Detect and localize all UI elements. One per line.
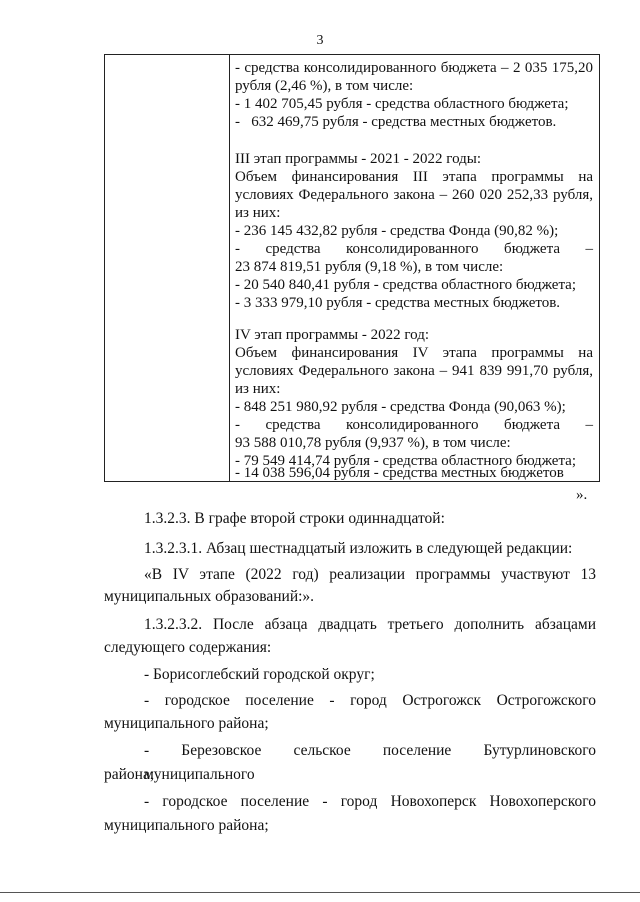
closing-quote: ». — [576, 487, 588, 503]
table-line: условиях Федерального закона – 260 020 252,33 рубля, — [235, 187, 593, 203]
table-line: рубля (2,46 %), в том числе: — [235, 78, 414, 94]
body-line: муниципальных образований:». — [104, 588, 315, 605]
table-line: III этап программы - 2021 - 2022 годы: — [235, 151, 482, 167]
table-line: 23 874 819,51 рубля (9,18 %), в том числе: — [235, 259, 504, 275]
table-line: из них: — [235, 381, 281, 397]
table-line: IV этап программы - 2022 год: — [235, 327, 430, 343]
page-number: 3 — [316, 33, 324, 48]
body-line: муниципального района; — [104, 715, 269, 732]
table-line: - 848 251 980,92 рубля - средства Фонда (90,063 %); — [235, 399, 566, 415]
table-left-column — [105, 55, 230, 481]
body-line: - Березовское сельское поселение Бутурлиновского муниципального — [144, 742, 596, 783]
table-line: из них: — [235, 205, 281, 221]
body-line: района; — [104, 766, 155, 783]
body-line: - городское поселение - город Новохоперск Новохоперского — [144, 793, 596, 810]
table-line: 93 588 010,78 рубля (9,937 %), в том числе: — [235, 435, 511, 451]
table-line: условиях Федерального закона – 941 839 991,70 рубля, — [235, 363, 593, 379]
table-line: Объем финансирования III этапа программы на — [235, 169, 593, 185]
body-line: 1.3.2.3.1. Абзац шестнадцатый изложить в следующей редакции: — [144, 540, 573, 557]
body-line: муниципального района; — [104, 817, 269, 834]
table-line: Объем финансирования IV этапа программы на — [235, 345, 593, 361]
body-line: 1.3.2.3. В графе второй строки одиннадцатой: — [144, 510, 445, 527]
table-line: - 3 333 979,10 рубля - средства местных бюджетов. — [235, 295, 561, 311]
funding-table — [104, 54, 600, 482]
body-line: «В IV этапе (2022 год) реализации программы участвуют 13 — [144, 566, 596, 583]
body-line: 1.3.2.3.2. После абзаца двадцать третьего дополнить абзацами — [144, 616, 596, 633]
table-line: - 79 549 414,74 рубля - средства областного бюджета; — [235, 453, 577, 469]
table-line: - средства консолидированного бюджета – — [235, 417, 593, 433]
body-line: - Борисоглебский городской округ; — [144, 666, 375, 683]
table-line: - 236 145 432,82 рубля - средства Фонда (90,82 %); — [235, 223, 559, 239]
bottom-rule — [0, 892, 640, 893]
table-line: - 14 038 596,04 рубля - средства местных бюджетов — [235, 465, 564, 481]
body-line: - городское поселение - город Острогожск Острогожского — [144, 692, 596, 709]
table-line: - 20 540 840,41 рубля - средства областного бюджета; — [235, 277, 577, 293]
table-line: - средства консолидированного бюджета – — [235, 241, 593, 257]
table-line: - средства консолидированного бюджета – 2 035 175,20 — [235, 60, 593, 76]
table-line: - 632 469,75 рубля - средства местных бюджетов. — [235, 114, 557, 130]
body-line: следующего содержания: — [104, 639, 272, 656]
table-right-column — [230, 55, 599, 481]
table-line: - 1 402 705,45 рубля - средства областного бюджета; — [235, 96, 569, 112]
